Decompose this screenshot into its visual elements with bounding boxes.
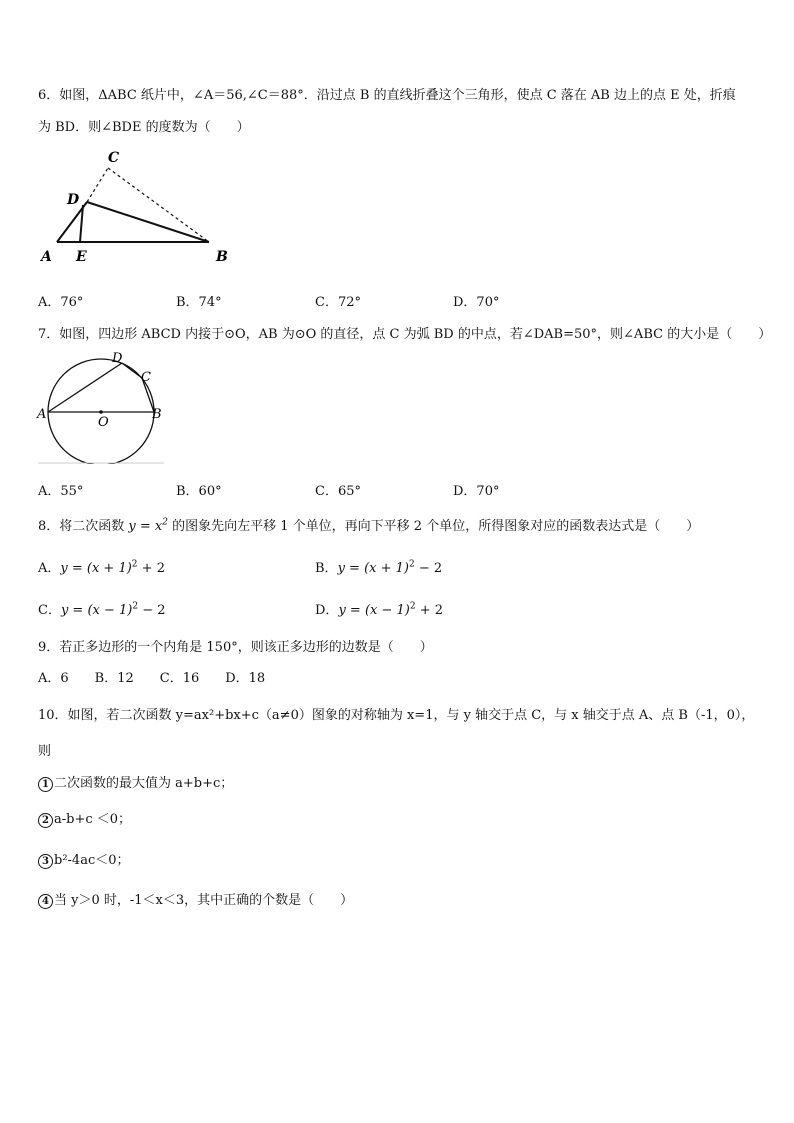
q7-option-c: C．65° [315, 484, 361, 499]
circled-number-4: 4 [38, 894, 53, 909]
q8-function: $y = x^2$ [128, 517, 168, 534]
q10-line2: 则 [38, 744, 52, 759]
q8-option-c: C．$y = (x - 1)^2 - 2$ [38, 601, 166, 618]
q7-option-d: D．70° [453, 484, 500, 499]
q8-intro: 8．将二次函数 [38, 519, 125, 534]
q6-line1: 6．如图，ΔABC 纸片中，∠A＝56,∠C＝88°．沿过点 B 的直线折叠这个三角形，使点 C 落在 AB 边上的点 E 处，折痕 [38, 88, 736, 103]
q6-line2: 为 BD．则∠BDE 的度数为（ ） [38, 120, 250, 135]
q7-chord-ad [48, 363, 122, 412]
q8-option-a: A．$y = (x + 1)^2 + 2$ [38, 559, 165, 576]
q7-label-b: B [152, 407, 162, 422]
q8-rest: 的图象先向左平移 1 个单位，再向下平移 2 个单位，所得图象对应的函数表达式是（ ） [172, 519, 700, 534]
circled-number-2: 2 [38, 813, 53, 828]
q8-line1 [38, 515, 699, 534]
q7-circle-figure [36, 348, 164, 464]
q9-options: A．6 B．12 C．16 D．18 [38, 671, 266, 686]
q6-dashed-dc [87, 168, 108, 202]
q7-line1: 7．如图，四边形 ABCD 内接于⊙O，AB 为⊙O 的直径，点 C 为弧 BD 的中点，若∠DAB=50°，则∠ABC 的大小是（ ） [38, 327, 772, 342]
q6-label-d: D [67, 192, 80, 208]
circled-number-3: 3 [38, 854, 53, 869]
q6-dashed-cb [108, 168, 209, 242]
q7-label-a: A [37, 407, 47, 422]
q7-option-b: B．60° [176, 484, 222, 499]
q6-label-a: A [41, 249, 52, 265]
q8-option-d: D．$y = (x - 1)^2 + 2$ [315, 601, 444, 618]
q6-label-c: C [108, 150, 120, 166]
q7-label-c: C [141, 370, 151, 385]
q6-option-c: C．72° [315, 295, 361, 310]
q10-item-2: 2 a-b+c ＜0； [38, 808, 131, 828]
q7-center-dot [99, 410, 103, 414]
q6-triangle-figure [36, 145, 236, 270]
q7-chord-dc [122, 363, 142, 378]
q10-line1: 10．如图，若二次函数 y=ax²+bx+c（a≠0）图象的对称轴为 x=1，与 y 轴交于点 C，与 x 轴交于点 A、点 B（-1，0）， [38, 708, 755, 723]
q8-option-b: B．$y = (x + 1)^2 - 2$ [315, 559, 443, 576]
q9-line1: 9．若正多边形的一个内角是 150°，则该正多边形的边数是（ ） [38, 640, 433, 655]
q10-item-3: 3 b²-4ac＜0； [38, 849, 130, 869]
q6-label-e: E [76, 249, 87, 265]
q6-option-a: A．76° [38, 295, 84, 310]
q6-segment-db [87, 202, 209, 242]
q6-label-b: B [216, 249, 228, 265]
circled-number-1: 1 [38, 777, 53, 792]
q10-item-1: 1 二次函数的最大值为 a+b+c； [38, 772, 233, 792]
q7-label-o: O [98, 415, 109, 430]
q6-option-d: D．70° [453, 295, 500, 310]
q10-item-4: 4 当 y＞0 时，-1＜x＜3，其中正确的个数是（ ） [38, 889, 353, 909]
q7-label-d: D [112, 351, 123, 366]
q6-option-b: B．74° [176, 295, 222, 310]
q7-option-a: A．55° [38, 484, 84, 499]
